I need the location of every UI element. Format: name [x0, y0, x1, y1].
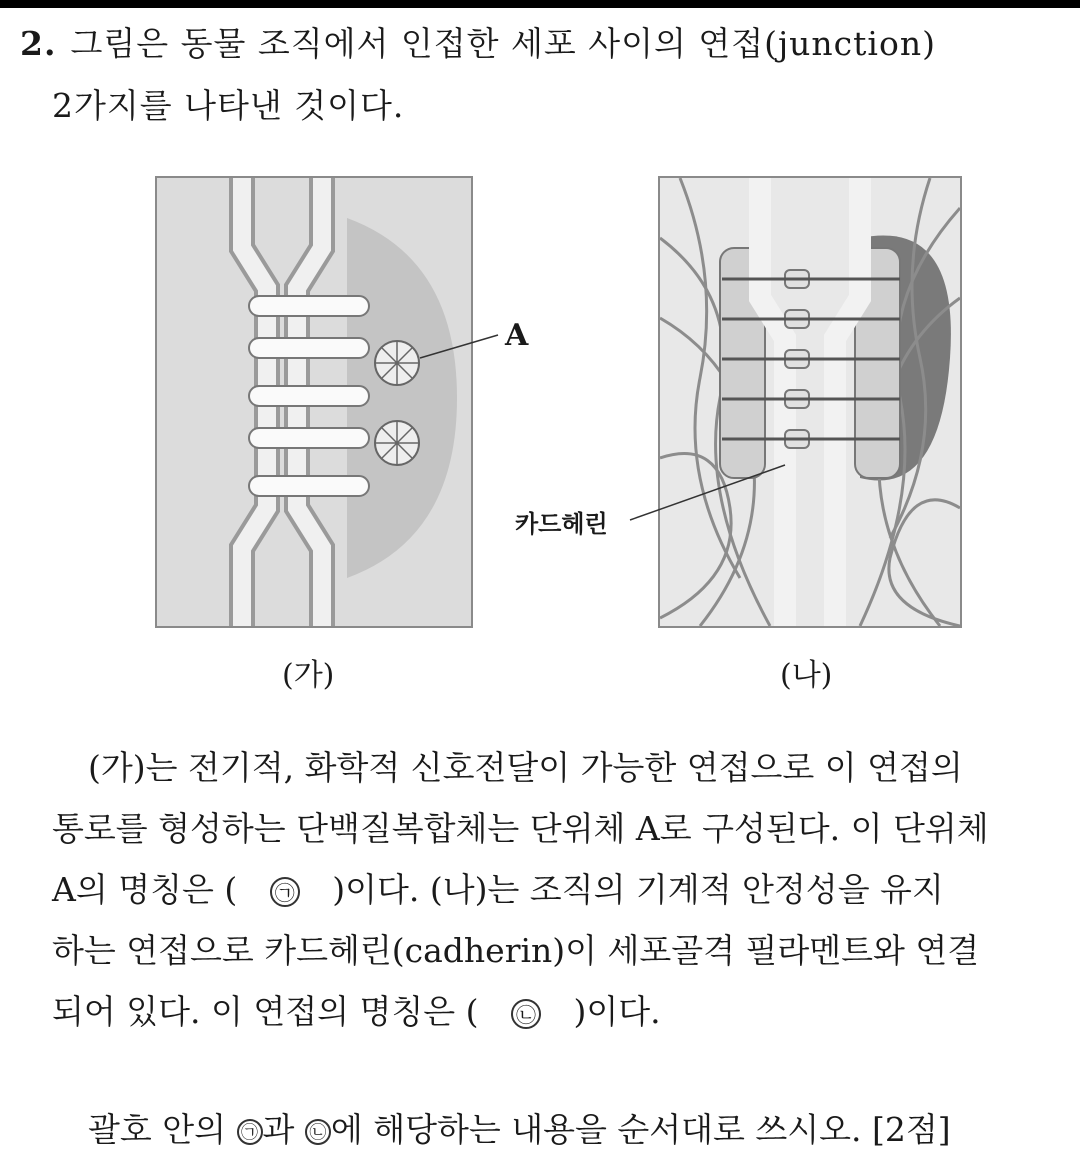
question-text-1: 그림은 동물 조직에서 인접한 세포 사이의 연접(junction) — [70, 24, 936, 63]
top-bar — [0, 0, 1080, 8]
instruction-line — [88, 1104, 1080, 1151]
question-line-2: 2가지를 나타낸 것이다. — [52, 86, 405, 125]
figure-gap-junction — [155, 176, 473, 628]
instruction-mark-2: ㉡ — [305, 1119, 331, 1145]
gap-junction-diagram — [157, 178, 471, 626]
annotation-a-label: A — [505, 318, 529, 353]
instruction-text-c: 에 해당하는 내용을 순서대로 쓰시오. [2점] — [330, 1110, 951, 1149]
question-number: 2. — [20, 24, 57, 63]
blank-2-mark: ㉡ — [511, 999, 541, 1029]
paragraph-line-5-end: )이다. — [573, 992, 661, 1031]
paragraph-line-5 — [52, 986, 1062, 1033]
figure-b-label: (나) — [780, 658, 833, 693]
instruction-mark-1: ㉠ — [237, 1119, 263, 1145]
figure-a-label: (가) — [282, 658, 335, 693]
paragraph-line-1: (가)는 전기적, 화학적 신호전달이 가능한 연접으로 이 연접의 — [88, 748, 963, 787]
instruction-text-a: 괄호 안의 — [88, 1110, 237, 1149]
blank-1-mark: ㉠ — [270, 877, 300, 907]
figure-desmosome — [658, 176, 962, 628]
paragraph-line-4: 하는 연접으로 카드헤린(cadherin)이 세포골격 필라멘트와 연결 — [52, 931, 980, 970]
paragraph-line-3-start: A의 명칭은 ( — [52, 870, 238, 909]
paragraph-line-5-start: 되어 있다. 이 연접의 명칭은 ( — [52, 992, 479, 1031]
paragraph-line-3 — [52, 864, 1062, 911]
blank-1 — [237, 870, 332, 909]
instruction-text-b: 과 — [262, 1110, 305, 1149]
annotation-cadherin-label: 카드헤린 — [515, 509, 608, 538]
blank-2 — [478, 992, 573, 1031]
paragraph-line-3-end: )이다. (나)는 조직의 기계적 안정성을 유지 — [332, 870, 944, 909]
paragraph-line-2: 통로를 형성하는 단백질복합체는 단위체 A로 구성된다. 이 단위체 — [52, 809, 989, 848]
question-line-1 — [20, 18, 936, 65]
desmosome-diagram — [660, 178, 960, 626]
